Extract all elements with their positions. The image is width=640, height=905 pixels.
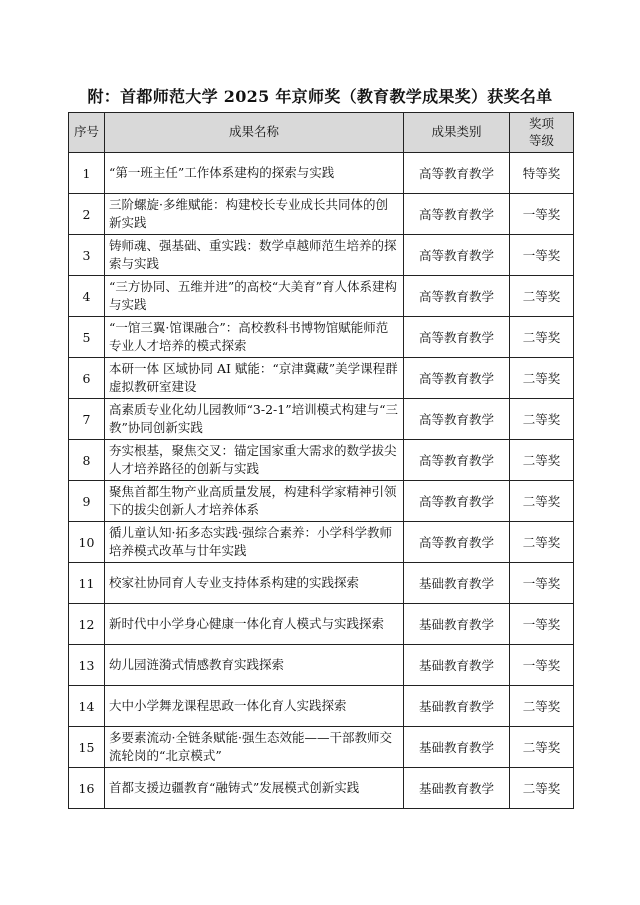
achievement-name: “三方协同、五维并进”的高校“大美育”育人体系建构与实践 [105,276,404,317]
table-header [69,113,574,153]
achievement-category: 高等教育教学 [404,481,510,522]
achievement-name: 校家社协同育人专业支持体系构建的实践探索 [105,563,404,604]
table-row [69,153,574,194]
row-number: 10 [69,522,105,563]
achievement-name: 循儿童认知·拓多态实践·强综合素养：小学科学教师培养模式改革与廿年实践 [105,522,404,563]
achievement-name: 夯实根基，聚焦交叉：锚定国家重大需求的数学拔尖人才培养路径的创新与实践 [105,440,404,481]
award-level: 二等奖 [510,522,574,563]
achievement-category: 基础教育教学 [404,727,510,768]
table-row [69,317,574,358]
achievement-category: 高等教育教学 [404,235,510,276]
row-number: 6 [69,358,105,399]
header-level-line2: 等级 [528,132,554,148]
award-level: 一等奖 [510,563,574,604]
award-level: 二等奖 [510,686,574,727]
achievement-category: 高等教育教学 [404,194,510,235]
table-row [69,358,574,399]
row-number: 2 [69,194,105,235]
award-level: 二等奖 [510,276,574,317]
achievement-name: 首都支援边疆教育“融铸式”发展模式创新实践 [105,768,404,809]
achievement-name: 本研一体 区域协同 AI 赋能：“京津冀藏”美学课程群虚拟教研室建设 [105,358,404,399]
table-row [69,194,574,235]
award-level: 一等奖 [510,604,574,645]
row-number: 13 [69,645,105,686]
document-title: 附：首都师范大学 2025 年京师奖（教育教学成果奖）获奖名单 [87,87,553,106]
table-row [69,399,574,440]
achievement-category: 基础教育教学 [404,768,510,809]
table-row [69,481,574,522]
table-row [69,276,574,317]
award-level: 二等奖 [510,317,574,358]
achievement-category: 高等教育教学 [404,522,510,563]
award-level: 二等奖 [510,399,574,440]
award-level: 一等奖 [510,194,574,235]
table-row [69,645,574,686]
achievement-category: 基础教育教学 [404,645,510,686]
award-level: 二等奖 [510,358,574,399]
table-row [69,440,574,481]
row-number: 3 [69,235,105,276]
achievement-name: “一馆三翼·馆课融合”：高校教科书博物馆赋能师范专业人才培养的模式探索 [105,317,404,358]
table-row [69,235,574,276]
achievement-name: “第一班主任”工作体系建构的探索与实践 [105,153,404,194]
row-number: 5 [69,317,105,358]
achievement-category: 高等教育教学 [404,153,510,194]
achievement-category: 高等教育教学 [404,276,510,317]
table-row [69,727,574,768]
award-level: 二等奖 [510,440,574,481]
award-level: 二等奖 [510,481,574,522]
achievement-name: 多要素流动·全链条赋能·强生态效能——干部教师交流轮岗的“北京模式” [105,727,404,768]
row-number: 16 [69,768,105,809]
achievement-category: 基础教育教学 [404,686,510,727]
achievement-category: 高等教育教学 [404,358,510,399]
table-row [69,563,574,604]
row-number: 7 [69,399,105,440]
row-number: 1 [69,153,105,194]
row-number: 14 [69,686,105,727]
award-level: 一等奖 [510,645,574,686]
header-name: 成果名称 [105,113,404,153]
row-number: 4 [69,276,105,317]
award-level: 一等奖 [510,235,574,276]
row-number: 15 [69,727,105,768]
achievement-category: 高等教育教学 [404,317,510,358]
table-body [69,153,574,809]
award-level: 特等奖 [510,153,574,194]
achievement-category: 基础教育教学 [404,604,510,645]
achievement-name: 铸师魂、强基础、重实践：数学卓越师范生培养的探索与实践 [105,235,404,276]
table-row [69,768,574,809]
row-number: 11 [69,563,105,604]
header-level [510,113,574,153]
achievement-category: 基础教育教学 [404,563,510,604]
achievement-name: 三阶螺旋·多维赋能：构建校长专业成长共同体的创新实践 [105,194,404,235]
table-row [69,522,574,563]
achievement-name: 高素质专业化幼儿园教师“3-2-1”培训模式构建与“三教”协同创新实践 [105,399,404,440]
achievement-category: 高等教育教学 [404,440,510,481]
row-number: 8 [69,440,105,481]
achievement-name: 新时代中小学身心健康一体化育人模式与实践探索 [105,604,404,645]
award-list-table [68,112,574,809]
achievement-name: 幼儿园涟漪式情感教育实践探索 [105,645,404,686]
table-header-row [69,113,574,153]
header-category: 成果类别 [404,113,510,153]
table-row [69,604,574,645]
table-row [69,686,574,727]
achievement-name: 大中小学舞龙课程思政一体化育人实践探索 [105,686,404,727]
achievement-category: 高等教育教学 [404,399,510,440]
achievement-name: 聚焦首都生物产业高质量发展，构建科学家精神引领下的拔尖创新人才培养体系 [105,481,404,522]
header-num: 序号 [69,113,105,153]
award-level: 二等奖 [510,727,574,768]
row-number: 9 [69,481,105,522]
header-level-line1: 奖项 [528,115,554,131]
row-number: 12 [69,604,105,645]
award-level: 二等奖 [510,768,574,809]
